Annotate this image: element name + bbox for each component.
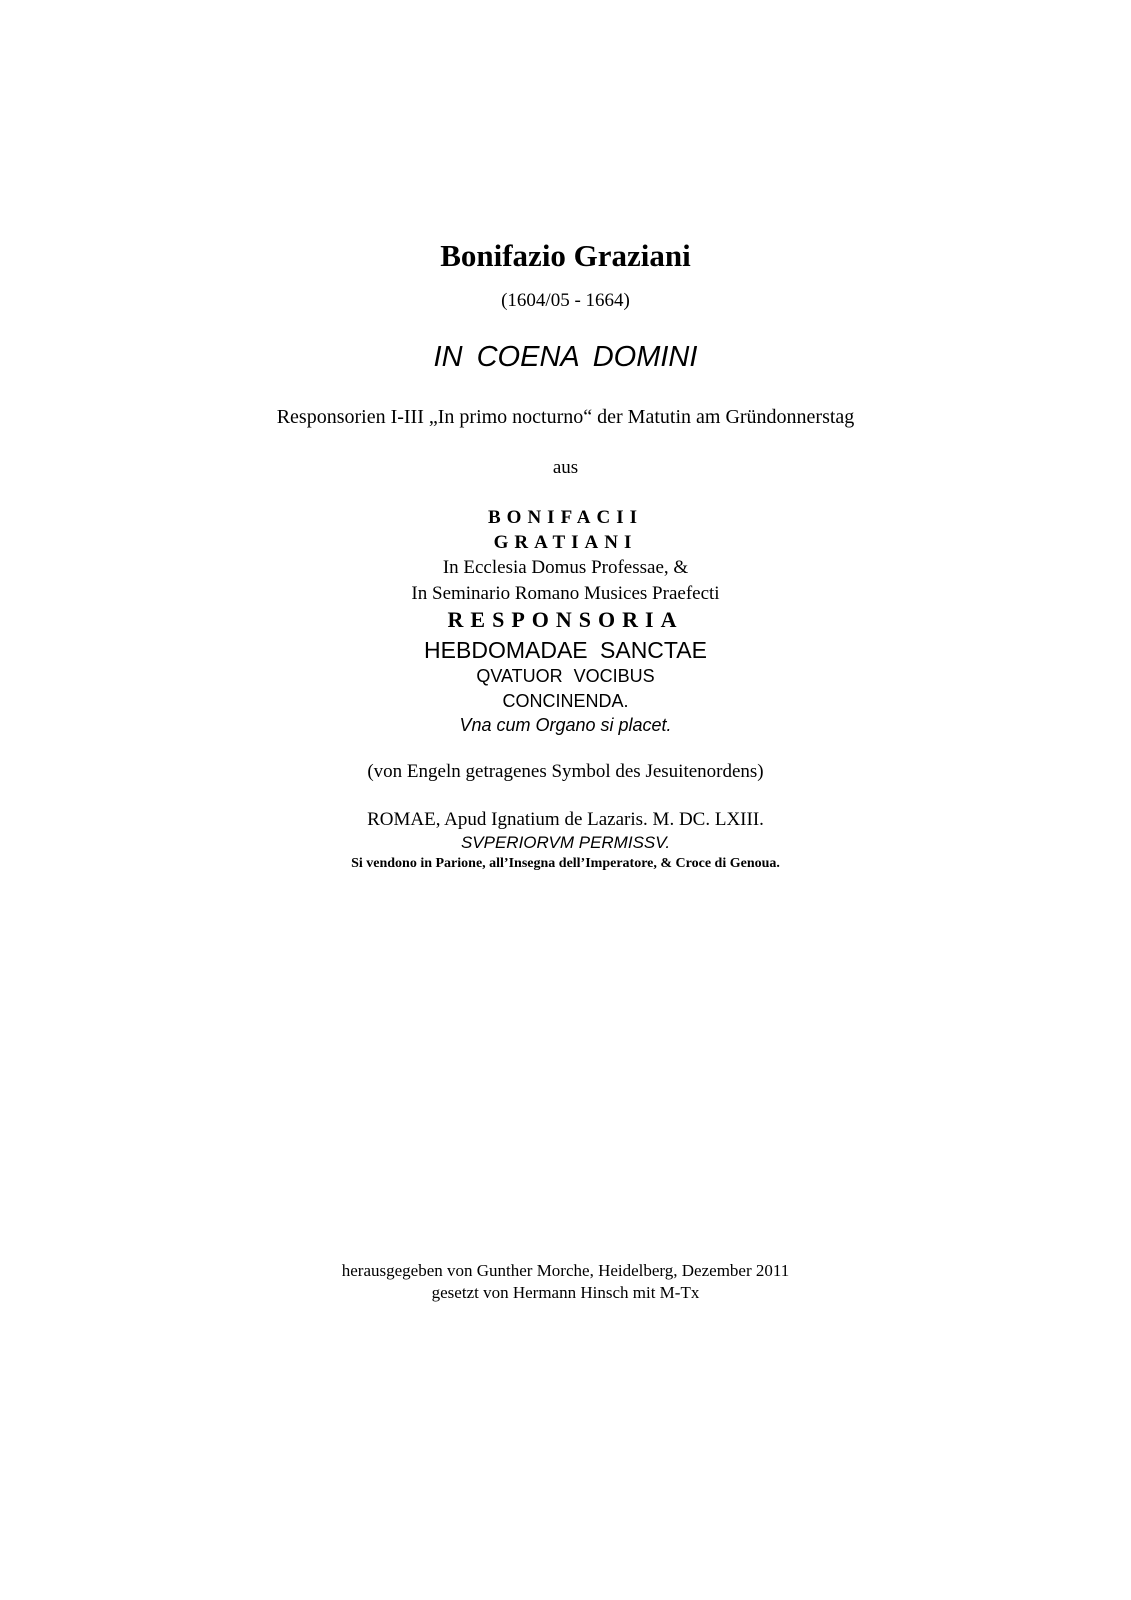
emblem-note: (von Engeln getragenes Symbol des Jesuitenordens) [367, 761, 764, 782]
original-title-line-responsoria: RESPONSORIA [447, 607, 684, 632]
original-title-line-hebdomadae: HEBDOMADAE SANCTAE [424, 637, 707, 663]
original-title-line-organo: Vna cum Organo si placet. [459, 715, 672, 735]
original-title-line-concinenda: CONCINENDA. [502, 691, 629, 711]
imprint-line-permissv: SVPERIORVM PERMISSV. [460, 833, 671, 852]
composer-dates: (1604/05 - 1664) [501, 290, 630, 311]
original-title-line-ecclesia: In Ecclesia Domus Professae, & [442, 557, 689, 578]
original-title-line-vocibus: QVATUOR VOCIBUS [476, 666, 655, 686]
original-title-line-gratiani: GRATIANI [493, 532, 638, 553]
work-title: IN COENA DOMINI [433, 341, 698, 373]
imprint-line-vendono: Si vendono in Parione, all’Insegna dell’Imperatore, & Croce di Genoua. [351, 856, 780, 871]
original-title-line-seminario: In Seminario Romano Musices Praefecti [411, 583, 720, 604]
aus-label: aus [552, 457, 579, 478]
typesetter-credit: gesetzt von Hermann Hinsch mit M-Tx [431, 1283, 700, 1302]
original-title-line-bonifacii: BONIFACII [488, 507, 643, 528]
work-subtitle: Responsorien I-III „In primo nocturno“ der Matutin am Gründonnerstag [276, 406, 855, 428]
editor-credit: herausgegeben von Gunther Morche, Heidelberg, Dezember 2011 [341, 1261, 790, 1280]
imprint-line-romae: ROMAE, Apud Ignatium de Lazaris. M. DC. LXIII. [367, 809, 764, 830]
composer-name: Bonifazio Graziani [440, 238, 691, 273]
